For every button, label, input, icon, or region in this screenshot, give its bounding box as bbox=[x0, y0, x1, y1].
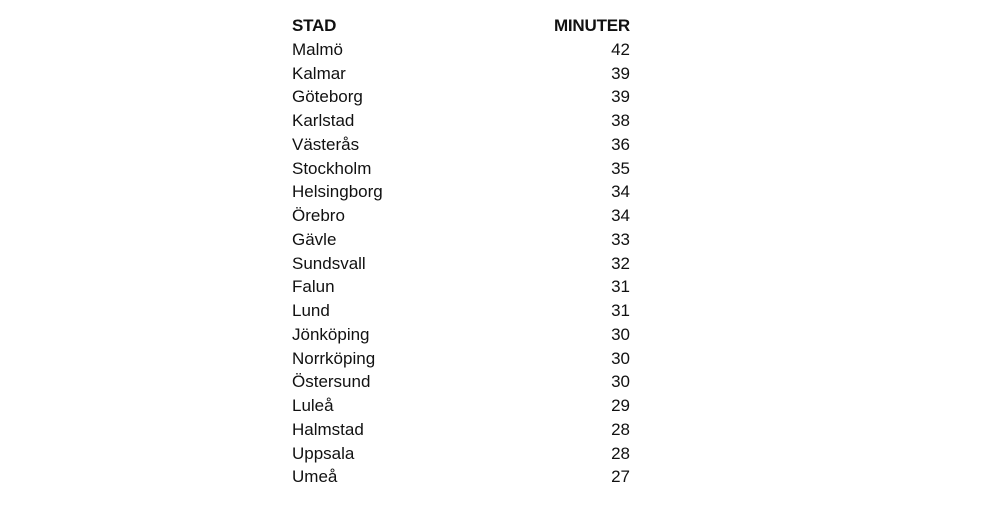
minutes-cell: 35 bbox=[611, 158, 630, 178]
city-cell: Gävle bbox=[292, 229, 337, 249]
minutes-cell: 30 bbox=[611, 348, 630, 368]
minutes-cell: 38 bbox=[611, 111, 630, 130]
city-cell: Helsingborg bbox=[292, 182, 383, 202]
city-cell: Stockholm bbox=[292, 158, 372, 178]
table-row bbox=[292, 465, 630, 489]
minutes-cell: 31 bbox=[611, 301, 630, 320]
minutes-cell: 33 bbox=[611, 229, 630, 249]
city-cell: Lund bbox=[292, 301, 330, 320]
city-cell: Luleå bbox=[292, 396, 334, 415]
minutes-cell: 28 bbox=[611, 443, 630, 463]
table-row bbox=[292, 85, 630, 109]
table-row bbox=[292, 418, 630, 442]
minutes-cell: 29 bbox=[611, 396, 630, 415]
table-row bbox=[292, 38, 630, 62]
minutes-cell: 28 bbox=[611, 419, 630, 439]
table-body bbox=[292, 38, 630, 489]
minutes-cell: 39 bbox=[611, 87, 630, 107]
minutes-cell: 39 bbox=[611, 63, 630, 83]
city-cell: Norrköping bbox=[292, 348, 376, 368]
table-row bbox=[292, 299, 630, 323]
table-row bbox=[292, 442, 630, 466]
minutes-cell: 30 bbox=[611, 324, 630, 344]
table-row bbox=[292, 323, 630, 347]
header-minutes: MINUTER bbox=[553, 16, 630, 35]
minutes-cell: 34 bbox=[611, 182, 630, 202]
table-row bbox=[292, 252, 630, 276]
city-cell: Kalmar bbox=[292, 63, 346, 83]
minutes-cell: 27 bbox=[611, 467, 630, 487]
table-row bbox=[292, 347, 630, 371]
city-cell: Göteborg bbox=[292, 87, 363, 107]
city-minutes-table bbox=[292, 14, 630, 489]
city-cell: Västerås bbox=[292, 134, 360, 154]
table-row bbox=[292, 157, 630, 181]
city-cell: Jönköping bbox=[292, 324, 370, 344]
table-row bbox=[292, 394, 630, 418]
table-row bbox=[292, 275, 630, 299]
minutes-cell: 31 bbox=[611, 277, 630, 297]
city-cell: Örebro bbox=[292, 206, 345, 225]
table-row bbox=[292, 180, 630, 204]
minutes-cell: 32 bbox=[611, 253, 630, 273]
city-cell: Uppsala bbox=[292, 443, 355, 463]
table-row bbox=[292, 133, 630, 157]
city-cell: Östersund bbox=[292, 372, 371, 392]
city-cell: Umeå bbox=[292, 467, 338, 487]
table-row bbox=[292, 109, 630, 133]
header-city: STAD bbox=[292, 16, 337, 35]
table-row bbox=[292, 370, 630, 394]
minutes-cell: 34 bbox=[611, 206, 630, 225]
city-cell: Falun bbox=[292, 277, 335, 297]
minutes-cell: 36 bbox=[611, 134, 630, 154]
city-cell: Malmö bbox=[292, 39, 344, 59]
table-row bbox=[292, 62, 630, 86]
city-cell: Halmstad bbox=[292, 419, 364, 439]
table-row bbox=[292, 228, 630, 252]
minutes-cell: 42 bbox=[611, 39, 630, 59]
table-row bbox=[292, 204, 630, 228]
table-header-row bbox=[292, 14, 630, 38]
city-cell: Sundsvall bbox=[292, 253, 366, 273]
minutes-cell: 30 bbox=[611, 372, 630, 392]
city-cell: Karlstad bbox=[292, 111, 355, 130]
